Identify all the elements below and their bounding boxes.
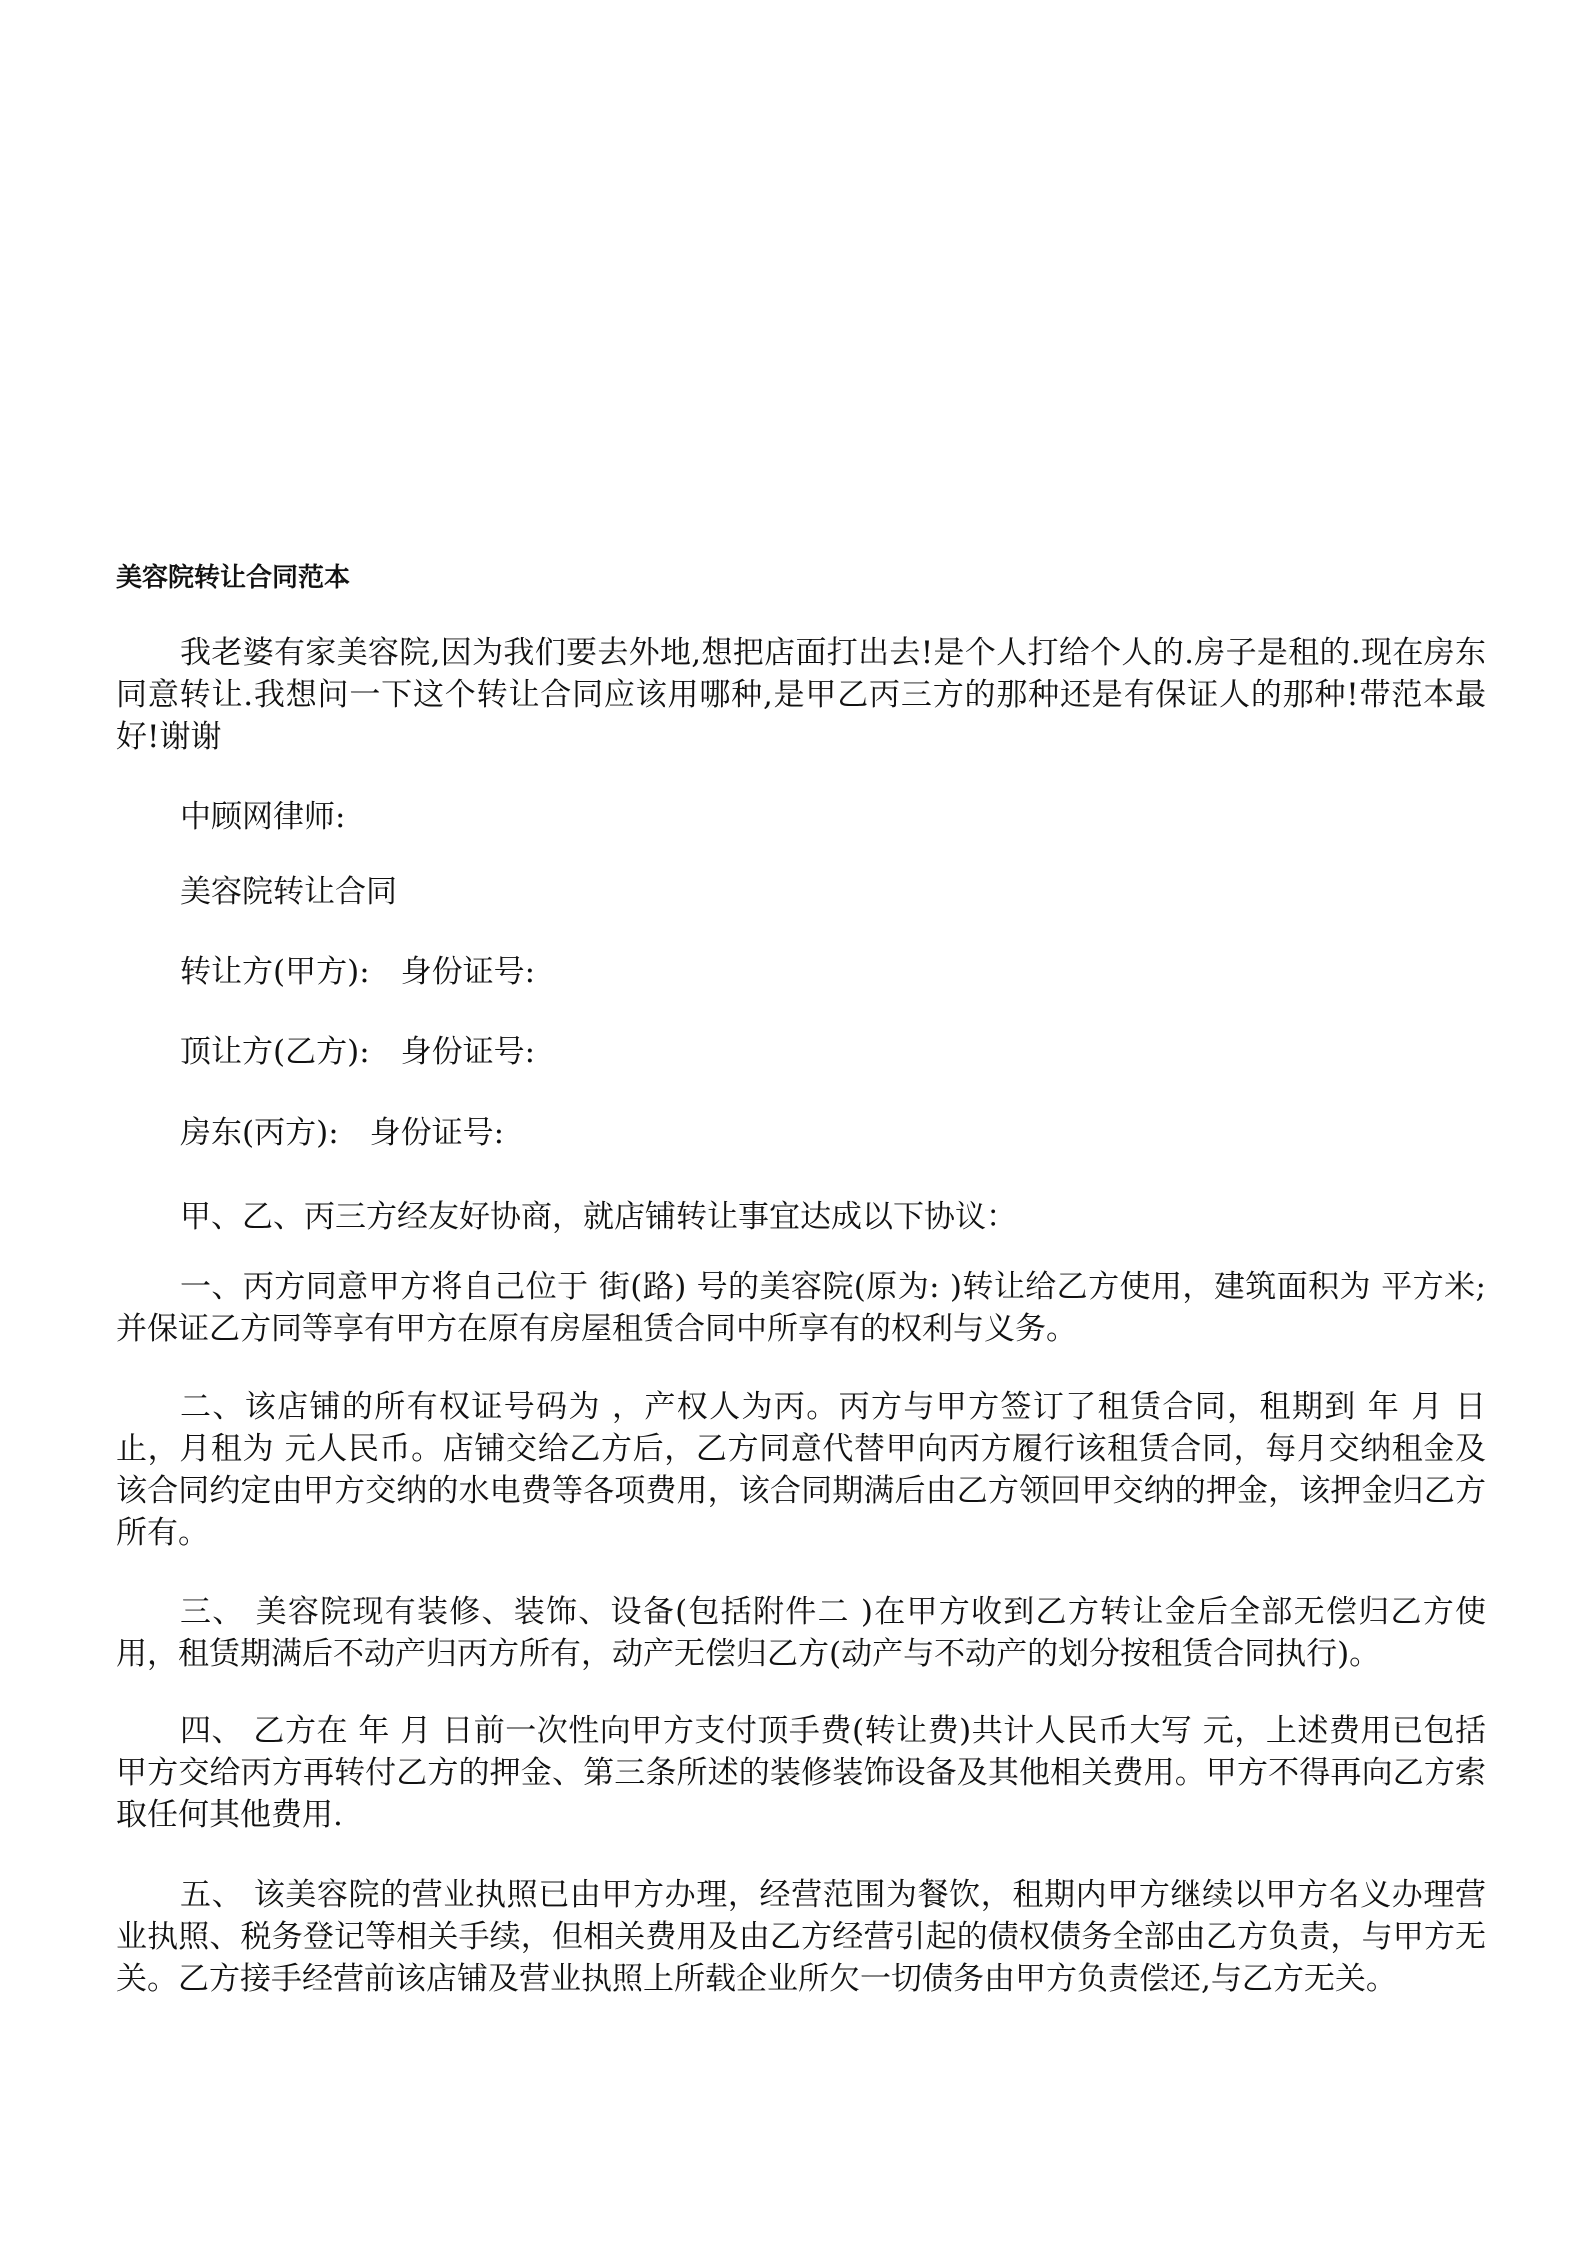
question-paragraph: 我老婆有家美容院,因为我们要去外地,想把店面打出去!是个人打给个人的.房子是租的.现在房东同意转让.我想问一下这个转让合同应该用哪种,是甲乙丙三方的那种还是有保证人的那种!带范本最好!谢谢 xyxy=(116,635,1486,755)
party-b-line: 顶让方(乙方): 身份证号: xyxy=(180,1034,536,1070)
document-title: 美容院转让合同范本 xyxy=(116,563,351,593)
answer-by: 中顾网律师: xyxy=(180,799,346,835)
contract-title: 美容院转让合同 xyxy=(180,874,397,910)
party-c-line: 房东(丙方): 身份证号: xyxy=(180,1115,505,1151)
clause-2: 二、该店铺的所有权证号码为 ，产权人为丙。丙方与甲方签订了租赁合同，租期到 年 月 日止，月租为 元人民币。店铺交给乙方后，乙方同意代替甲向丙方履行该租赁合同，每月交纳租金及该合同约定由甲方交纳的水电费等各项费用，该合同期满后由乙方领回甲交纳的押金，该押金归乙方所有。 xyxy=(116,1389,1486,1551)
preamble: 甲、乙、丙三方经友好协商，就店铺转让事宜达成以下协议： xyxy=(180,1199,1017,1235)
clause-4: 四、 乙方在 年 月 日前一次性向甲方支付顶手费(转让费)共计人民币大写 元，上述费用已包括甲方交给丙方再转付乙方的押金、第三条所述的装修装饰设备及其他相关费用。甲方不得再向乙方索取任何其他费用. xyxy=(116,1713,1486,1833)
clause-1: 一、丙方同意甲方将自己位于 街(路) 号的美容院(原为: )转让给乙方使用，建筑面积为 平方米;并保证乙方同等享有甲方在原有房屋租赁合同中所享有的权利与义务。 xyxy=(116,1269,1486,1347)
party-a-line: 转让方(甲方): 身份证号: xyxy=(180,954,536,990)
clause-5: 五、 该美容院的营业执照已由甲方办理，经营范围为餐饮，租期内甲方继续以甲方名义办理营业执照、税务登记等相关手续，但相关费用及由乙方经营引起的债权债务全部由乙方负责，与甲方无关。乙方接手经营前该店铺及营业执照上所载企业所欠一切债务由甲方负责偿还,与乙方无关。 xyxy=(116,1877,1486,1997)
clause-3: 三、 美容院现有装修、装饰、设备(包括附件二 )在甲方收到乙方转让金后全部无偿归乙方使用，租赁期满后不动产归丙方所有，动产无偿归乙方(动产与不动产的划分按租赁合同执行)。 xyxy=(116,1594,1486,1672)
